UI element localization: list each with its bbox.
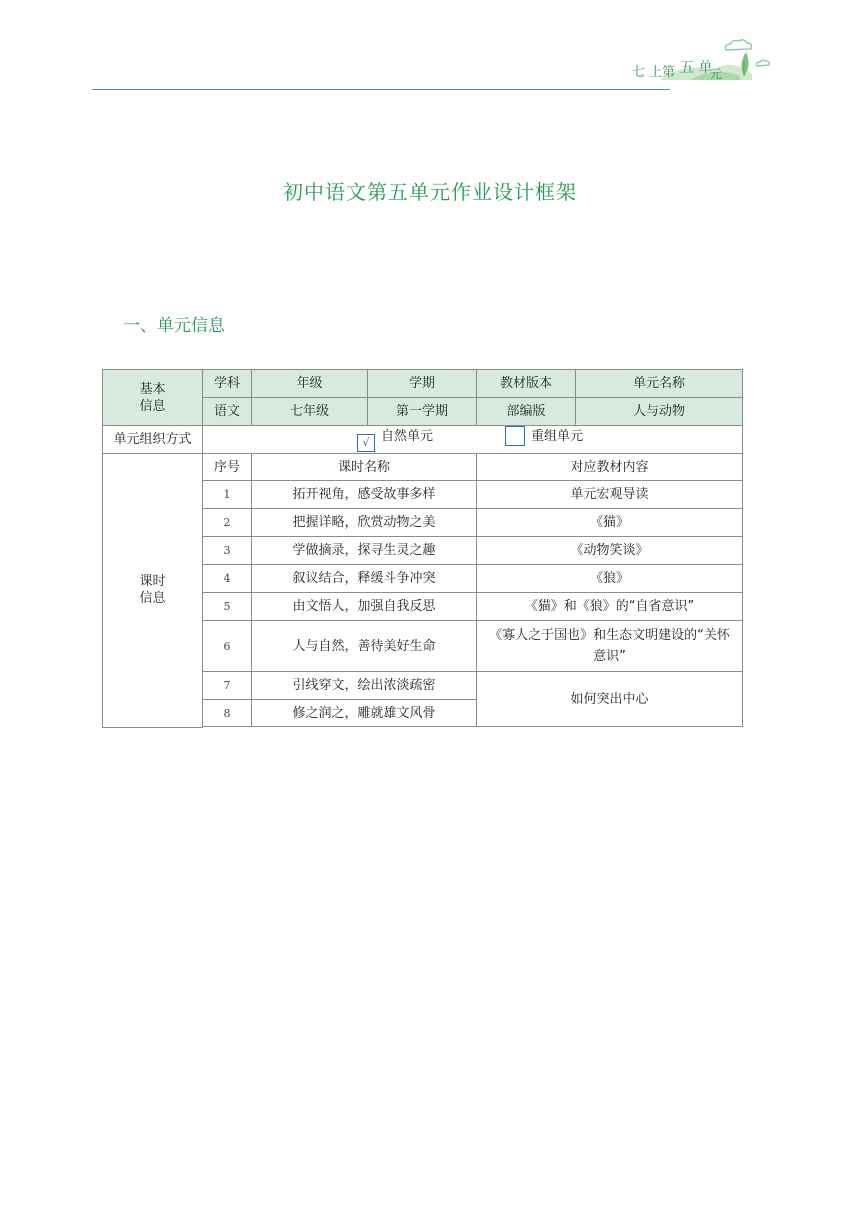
header-subject: 学科 <box>203 370 252 398</box>
value-grade: 七年级 <box>252 398 368 426</box>
unit-tag-part1: 七 上第 <box>632 65 676 80</box>
value-semester: 第一学期 <box>368 398 477 426</box>
org-label: 单元组织方式 <box>103 426 203 454</box>
basic-info-label: 基本 信息 <box>103 370 203 426</box>
lesson-number: 3 <box>203 537 252 565</box>
lesson-content: 单元宏观导读 <box>477 481 743 509</box>
unit-tag-part2: 五 单 <box>680 60 713 76</box>
lesson-name: 引线穿文，绘出浓淡疏密 <box>252 672 477 700</box>
lesson-content: 《狼》 <box>477 565 743 593</box>
value-subject: 语文 <box>203 398 252 426</box>
section-heading: 一、单元信息 <box>123 316 225 336</box>
lesson-name: 拓开视角，感受故事多样 <box>252 481 477 509</box>
org-options <box>203 426 743 454</box>
page-title: 初中语文第五单元作业设计框架 <box>283 180 577 204</box>
lesson-content: 《猫》 <box>477 509 743 537</box>
regroup-unit-label: 重组单元 <box>531 429 584 444</box>
header-number: 序号 <box>203 454 252 481</box>
lesson-number: 4 <box>203 565 252 593</box>
lesson-number: 7 <box>203 672 252 700</box>
lesson-number: 2 <box>203 509 252 537</box>
header-rule <box>92 89 670 90</box>
lesson-content: 《动物笑谈》 <box>477 537 743 565</box>
checkbox-checked-icon[interactable]: √ <box>357 434 375 452</box>
header-content: 对应教材内容 <box>477 454 743 481</box>
lesson-name: 叙议结合，释缓斗争冲突 <box>252 565 477 593</box>
lesson-number: 1 <box>203 481 252 509</box>
lesson-name: 学做摘录，探寻生灵之趣 <box>252 537 477 565</box>
lesson-content: 《寡人之于国也》和生态文明建设的“关怀意识” <box>477 621 743 672</box>
lesson-name: 由文悟人，加强自我反思 <box>252 593 477 621</box>
header-lesson-name: 课时名称 <box>252 454 477 481</box>
checkbox-empty-icon[interactable] <box>505 426 525 446</box>
lesson-content: 如何突出中心 <box>477 672 743 727</box>
unit-tag-part3: 元 <box>710 67 723 81</box>
header-semester: 学期 <box>368 370 477 398</box>
lesson-name: 人与自然，善待美好生命 <box>252 621 477 672</box>
header-textbook: 教材版本 <box>477 370 576 398</box>
lesson-info-label: 课时 信息 <box>103 454 203 728</box>
lesson-name: 修之润之，雕就雄文风骨 <box>252 700 477 727</box>
unit-tag <box>632 60 782 84</box>
lesson-name: 把握详略，欣赏动物之美 <box>252 509 477 537</box>
lesson-number: 8 <box>203 700 252 727</box>
unit-info-table <box>102 369 743 728</box>
lesson-content: 《猫》和《狼》的“自省意识” <box>477 593 743 621</box>
natural-unit-option[interactable] <box>357 428 433 452</box>
regroup-unit-option[interactable] <box>505 426 583 446</box>
lesson-number: 6 <box>203 621 252 672</box>
header-unit-name: 单元名称 <box>576 370 743 398</box>
lesson-number: 5 <box>203 593 252 621</box>
natural-unit-label: 自然单元 <box>381 429 434 444</box>
header-grade: 年级 <box>252 370 368 398</box>
value-textbook: 部编版 <box>477 398 576 426</box>
value-unit-name: 人与动物 <box>576 398 743 426</box>
